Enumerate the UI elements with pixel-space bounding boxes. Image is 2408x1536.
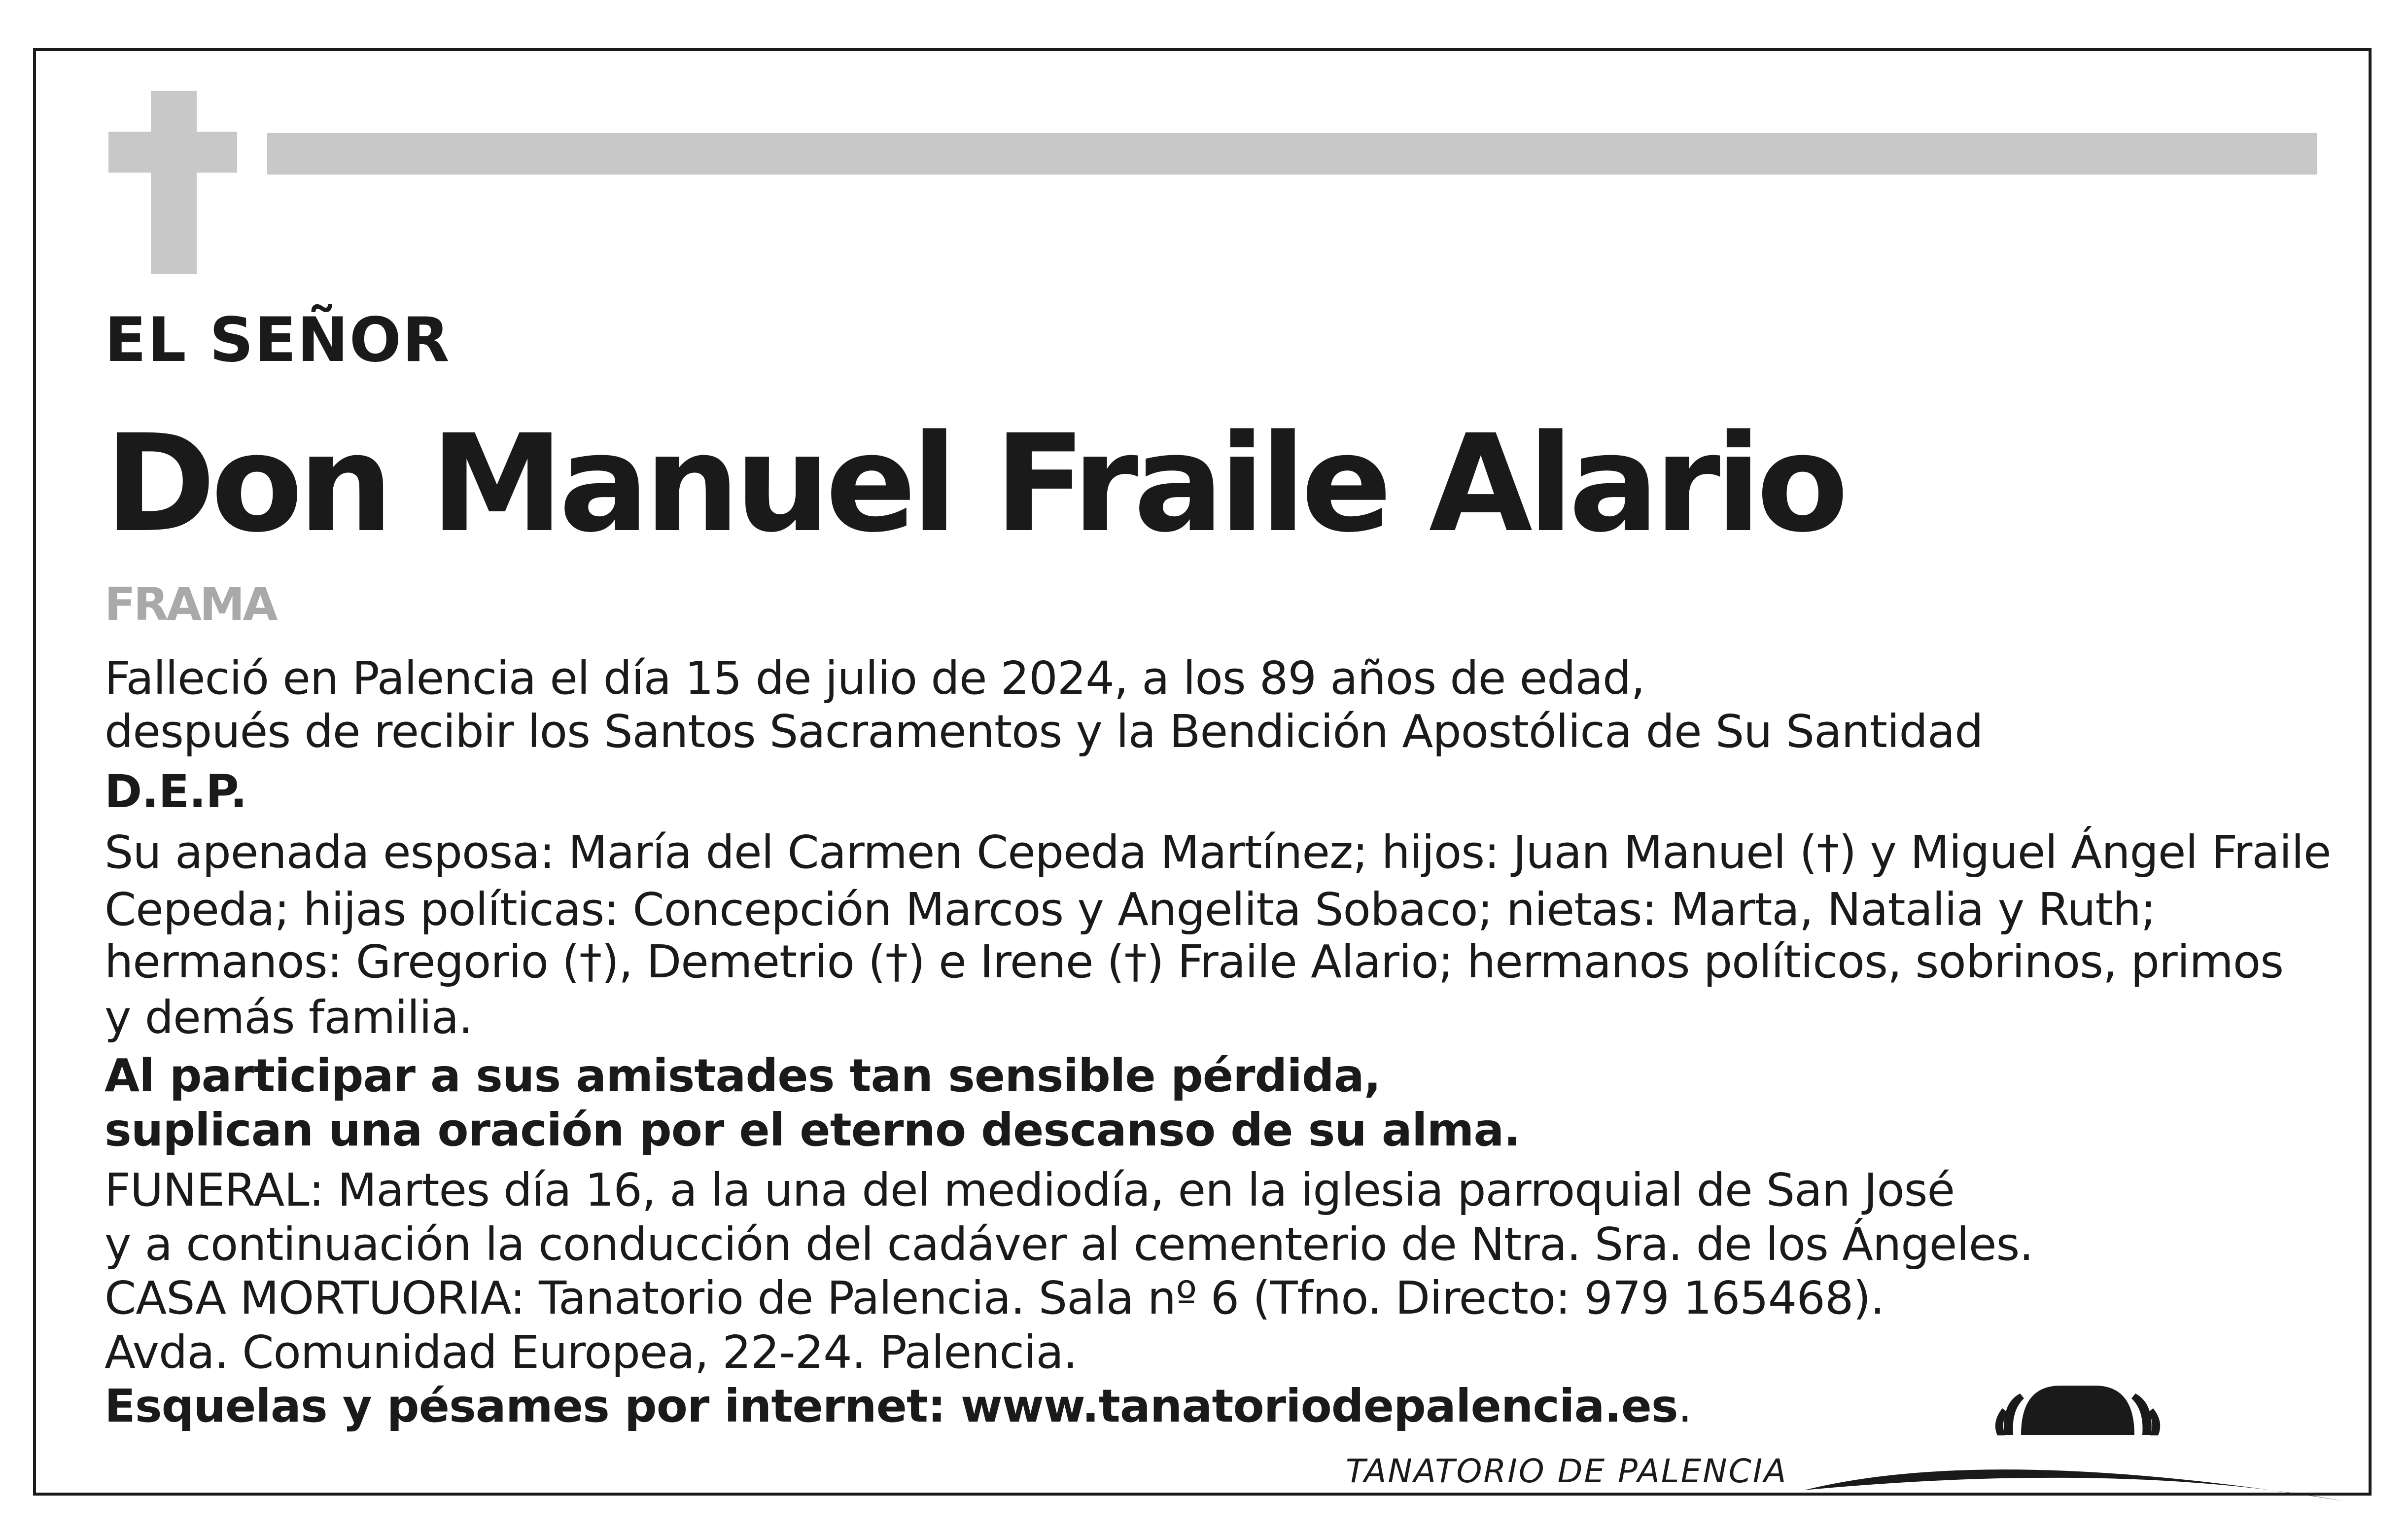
dome-icon — [1804, 1331, 2356, 1509]
cross-icon-horizontal — [108, 132, 237, 173]
internet-line — [105, 1380, 1692, 1432]
funeral-line-1: FUNERAL: Martes día 16, a la una del mediodía, en la iglesia parroquial de San José — [105, 1164, 1955, 1216]
family-line-3: hermanos: Gregorio (†), Demetrio (†) e Irene (†) Fraile Alario; hermanos políticos, sobrinos, primos — [105, 935, 2284, 988]
funeral-line-2: y a continuación la conducción del cadáver al cementerio de Ntra. Sra. de los Ángeles. — [105, 1218, 2033, 1271]
cross-icon-vertical — [151, 91, 197, 274]
family-line-2: Cepeda; hijas políticas: Concepción Marcos y Angelita Sobaco; nietas: Marta, Natalia y Ruth; — [105, 883, 2156, 936]
death-line-2: después de recibir los Santos Sacramentos y la Bendición Apostólica de Su Santidad — [105, 705, 1983, 758]
death-line-1: Falleció en Palencia el día 15 de julio de 2024, a los 89 años de edad, — [105, 652, 1645, 705]
rip-text: D.E.P. — [105, 765, 247, 818]
prayer-line-1: Al participar a sus amistades tan sensible pérdida, — [105, 1049, 1381, 1102]
nickname: FRAMA — [105, 578, 276, 631]
header-rule — [267, 133, 2317, 175]
internet-link[interactable]: Esquelas y pésames por internet: www.tanatoriodepalencia.es — [105, 1380, 1678, 1432]
mortuary-line-1: CASA MORTUORIA: Tanatorio de Palencia. Sala nº 6 (Tfno. Directo: 979 165468). — [105, 1272, 1885, 1324]
deceased-name: Don Manuel Fraile Alario — [105, 406, 1844, 562]
prayer-line-2: suplican una oración por el eterno descanso de su alma. — [105, 1104, 1521, 1156]
funeral-home-logo-text: TANATORIO DE PALENCIA — [1346, 1452, 1788, 1490]
family-line-4: y demás familia. — [105, 991, 473, 1044]
mortuary-line-2: Avda. Comunidad Europea, 22-24. Palencia. — [105, 1326, 1078, 1379]
family-line-1: Su apenada esposa: María del Carmen Cepeda Martínez; hijos: Juan Manuel (†) y Miguel Ángel Fraile — [105, 826, 2331, 879]
title-prefix: EL SEÑOR — [105, 305, 451, 376]
internet-suffix: . — [1677, 1380, 1692, 1432]
